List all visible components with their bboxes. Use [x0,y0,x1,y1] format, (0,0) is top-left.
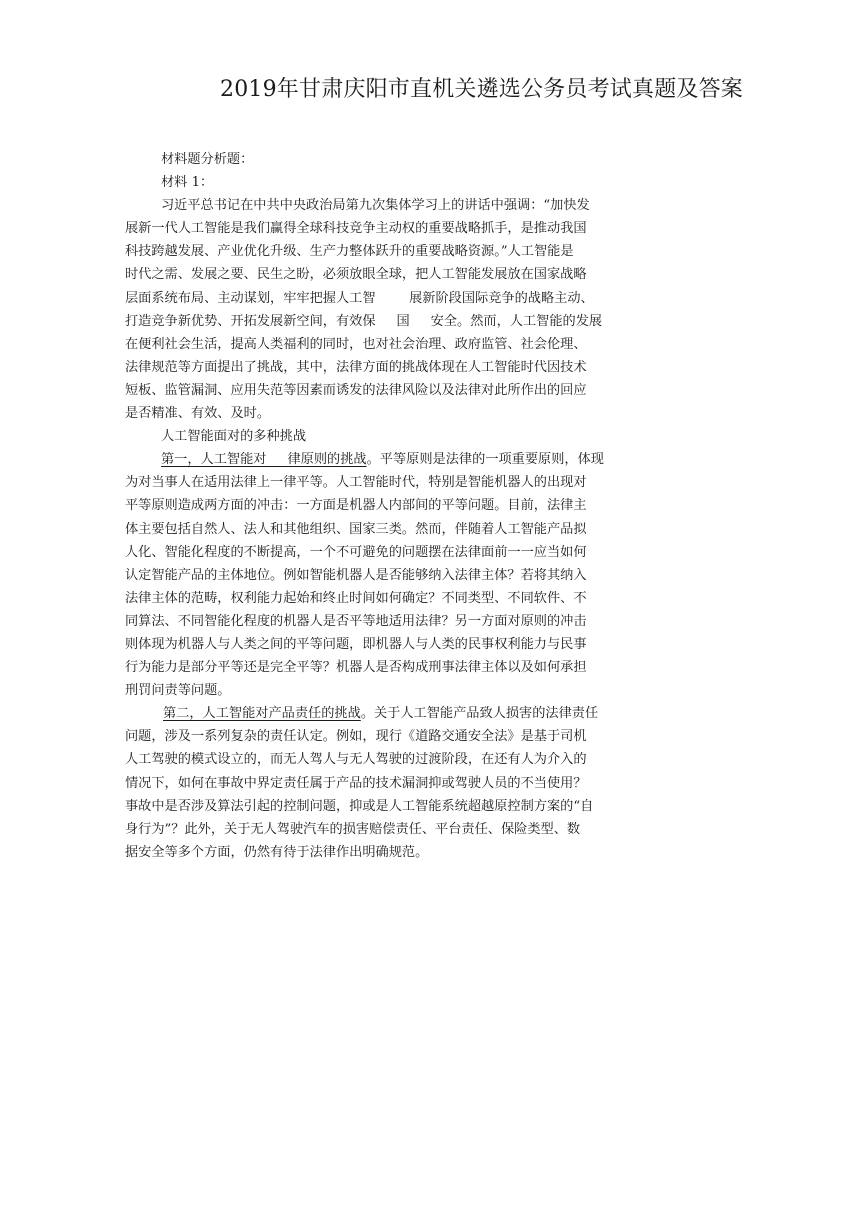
paragraph-line: 事故中是否涉及算法引起的控制问题，抑或是人工智能系统超越原控制方案的“自 [125,798,594,814]
paragraph-line: 认定智能产品的主体地位。例如智能机器人是否能够纳入法律主体？若将其纳入 [125,567,587,583]
challenge-one-paragraph [125,448,680,702]
paragraph-line: 为对当事人在适用法律上一律平等。人工智能时代，特别是智能机器人的出现对 [125,475,587,491]
document-title: 2019年甘肃庆阳市直机关遴选公务员考试真题及答案 [220,77,743,102]
material-heading: 材料 1： [161,175,214,191]
paragraph-line: 人工驾驶的模式设立的，而无人驾人与无人驾驶的过渡阶段，在还有人为介入的 [125,752,587,768]
intro-paragraph [125,194,680,425]
paragraph-line: 法律规范等方面提出了挑战，其中，法律方面的挑战体现在人工智能时代因技术 [125,359,587,375]
paragraph-line: 身行为”？此外，关于无人驾驶汽车的损害赔偿责任、平台责任、保险类型、数 [125,821,581,837]
paragraph-line: 则体现为机器人与人类之间的平等问题，即机器人与人类的民事权利能力与民事 [125,636,587,652]
paragraph-line: 习近平总书记在中共中央政治局第九次集体学习上的讲话中强调：“加快发 [161,198,590,214]
challenge-two-paragraph [125,702,680,864]
paragraph-line [125,448,680,471]
section-heading: 人工智能面对的多种挑战 [161,429,307,445]
paragraph-line: 层面系统布局、主动谋划，牢牢把握人工智 展新阶段国际竞争的战略主动、 [125,290,594,306]
paragraph-line: 人化、智能化程度的不断提高，一个不可避免的问题摆在法律面前一一应当如何 [125,544,587,560]
paragraph-line: 法律主体的范畴，权利能力起始和终止时间如何确定？不同类型、不同软件、不 [125,590,587,606]
analysis-heading: 材料题分析题： [161,152,254,167]
paragraph-line: 同算法、不同智能化程度的机器人是否平等地适用法律？另一方面对原则的冲击 [125,613,587,629]
paragraph-line: 在便利社会生活，提高人类福利的同时，也对社会治理、政府监管、社会伦理、 [125,336,587,352]
paragraph-line: 据安全等多个方面，仍然有待于法律作出明确规范。 [125,844,429,860]
paragraph-line: 体主要包括自然人、法人和其他组织、国家三类。然而，伴随着人工智能产品拟 [125,521,587,537]
challenge-one-lead: 。平等原则是法律的一项重要原则，体现 [366,452,604,468]
paragraph-line: 情况下，如何在事故中界定责任属于产品的技术漏洞抑或驾驶人员的不当使用？ [125,775,587,791]
paragraph-line [125,702,680,725]
paragraph-line: 是否精准、有效、及时。 [125,406,271,422]
paragraph-line: 行为能力是部分平等还是完全平等？机器人是否构成刑事法律主体以及如何承担 [125,660,587,676]
paragraph-line: 刑罚问责等问题。 [125,683,231,699]
challenge-one-title: 第一，人工智能对 律原则的挑战 [161,452,367,468]
paragraph-line: 展新一代人工智能是我们赢得全球科技竞争主动权的重要战略抓手，是推动我国 [125,221,587,237]
paragraph-line: 时代之需、发展之要、民生之盼，必须放眼全球，把人工智能发展放在国家战略 [125,267,587,283]
paragraph-line: 短板、监管漏洞、应用失范等因素而诱发的法律风险以及法律对此所作出的回应 [125,382,587,398]
challenge-two-lead: 。关于人工智能产品致人损害的法律责任 [360,706,599,722]
paragraph-line: 打造竞争新优势、开拓发展新空间，有效保 国 安全。然而，人工智能的发展 [125,313,603,329]
paragraph-line: 科技跨越发展、产业优化升级、生产力整体跃升的重要战略资源。”人工智能是 [125,244,574,260]
paragraph-line: 平等原则造成两方面的冲击：一方面是机器人内部间的平等问题。目前，法律主 [125,498,587,514]
challenge-two-title: 第二，人工智能对产品责任的挑战 [163,706,361,722]
document-body [125,148,680,864]
paragraph-line: 问题，涉及一系列复杂的责任认定。例如，现行《道路交通安全法》是基于司机 [125,729,587,745]
